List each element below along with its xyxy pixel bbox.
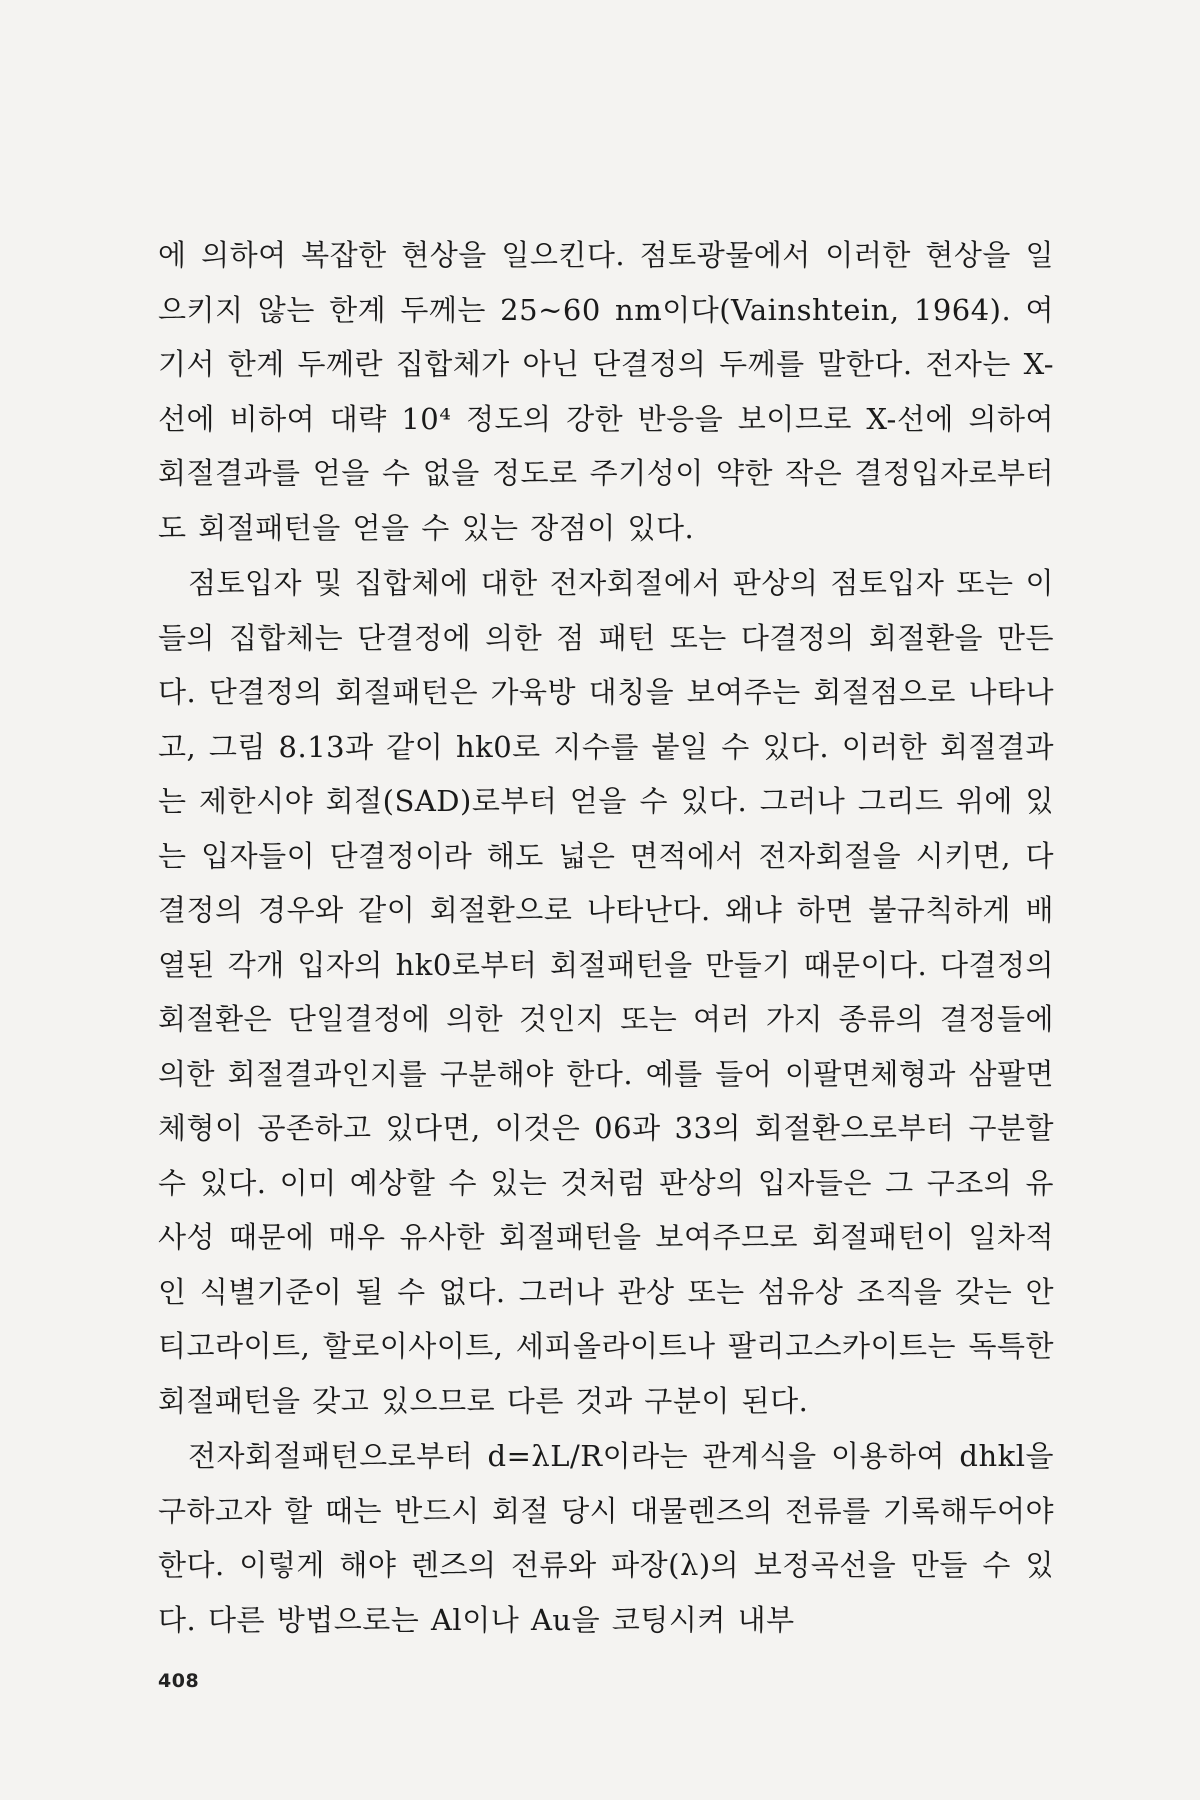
- page-body: [158, 228, 1054, 1647]
- paragraph-2: 점토입자 및 집합체에 대한 전자회절에서 판상의 점토입자 또는 이들의 집합체는 단결정에 의한 점 패턴 또는 다결정의 회절환을 만든다. 단결정의 회절패턴은 가육방 대칭을 보여주는 회절점으로 나타나고, 그림 8.13과 같이 hk0로 지수를 붙일 수 있다. 이러한 회절결과는 제한시야 회절(SAD)로부터 얻을 수 있다. 그러나 그리드 위에 있는 입자들이 단결정이라 해도 넓은 면적에서 전자회절을 시키면, 다결정의 경우와 같이 회절환으로 나타난다. 왜냐 하면 불규칙하게 배열된 각개 입자의 hk0로부터 회절패턴을 만들기 때문이다. 다결정의 회절환은 단일결정에 의한 것인지 또는 여러 가지 종류의 결정들에 의한 회절결과인지를 구분해야 한다. 예를 들어 이팔면체형과 삼팔면체형이 공존하고 있다면, 이것은 06과 33의 회절환으로부터 구분할 수 있다. 이미 예상할 수 있는 것처럼 판상의 입자들은 그 구조의 유사성 때문에 매우 유사한 회절패턴을 보여주므로 회절패턴이 일차적인 식별기준이 될 수 없다. 그러나 관상 또는 섬유상 조직을 갖는 안티고라이트, 할로이사이트, 세피올라이트나 팔리고스카이트는 독특한 회절패턴을 갖고 있으므로 다른 것과 구분이 된다.: [158, 566, 1054, 1418]
- page-number: 408: [158, 1670, 200, 1692]
- paragraph-3: 전자회절패턴으로부터 d=λL/R이라는 관계식을 이용하여 dhkl을 구하고자 할 때는 반드시 회절 당시 대물렌즈의 전류를 기록해두어야 한다. 이렇게 해야 렌즈의 전류와 파장(λ)의 보정곡선을 만들 수 있다. 다른 방법으로는 Al이나 Au을 코팅시켜 내부: [158, 1439, 1054, 1637]
- paragraph-1: 에 의하여 복잡한 현상을 일으킨다. 점토광물에서 이러한 현상을 일으키지 않는 한계 두께는 25~60 nm이다(Vainshtein, 1964). 여기서 한계 두께란 집합체가 아닌 단결정의 두께를 말한다. 전자는 X-선에 비하여 대략 10⁴ 정도의 강한 반응을 보이므로 X-선에 의하여 회절결과를 얻을 수 없을 정도로 주기성이 약한 작은 결정입자로부터도 회절패턴을 얻을 수 있는 장점이 있다.: [158, 238, 1054, 545]
